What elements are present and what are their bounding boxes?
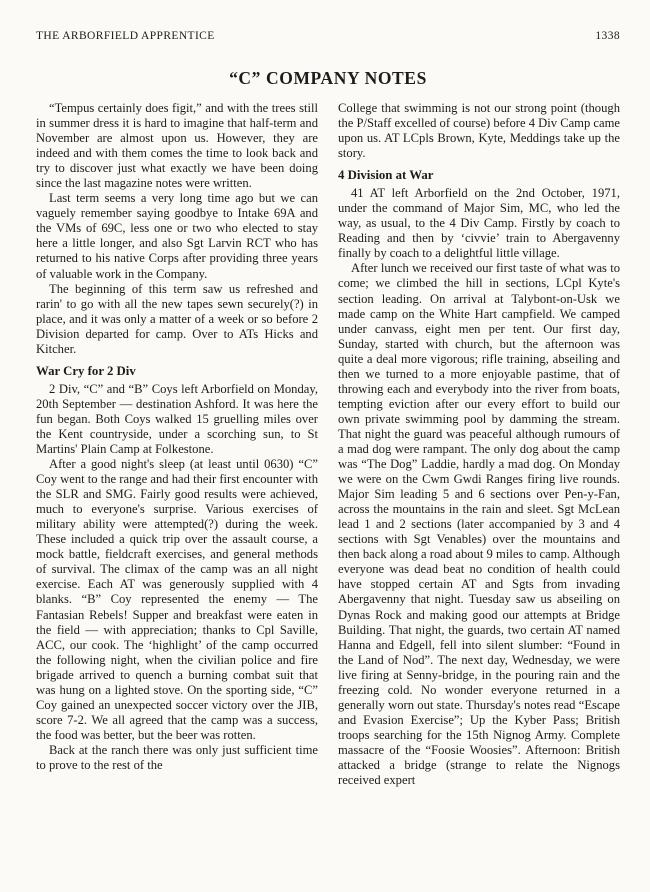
section-heading: 4 Division at War: [338, 168, 434, 183]
paragraph: 41 AT left Arborfield on the 2nd October, 1971, under the command of Major Sim, MC, who led the way, as usual, to the 4 Div Camp. Firstly by coach to Reading and then by ‘civvie’ train to Abergavenny finally by coach to a delightful little village.: [338, 186, 620, 261]
paragraph: College that swimming is not our strong point (though the P/Staff excelled of course) before 4 Div Camp came upon us. AT LCpls Brown, Kyte, Meddings take up the story.: [338, 101, 620, 161]
journal-title: THE ARBORFIELD APPRENTICE: [36, 30, 215, 42]
paragraph: 2 Div, “C” and “B” Coys left Arborfield on Monday, 20th September — destination Ashford. It was here the fun began. Both Coys walked 15 gruelling miles over the Kent countryside, under a scorching sun, to St Martins' Plain Camp at Folkestone.: [36, 381, 318, 456]
paragraph: The beginning of this term saw us refreshed and rarin' to go with all the new tapes sewn securely(?) in place, and it was only a matter of a week or so before 2 Division departed for camp. Over to ATs Hicks and Kitcher.: [36, 281, 318, 356]
right-column: [338, 101, 620, 788]
section-heading: War Cry for 2 Div: [36, 363, 136, 378]
article-body: [36, 101, 620, 788]
paragraph: Back at the ranch there was only just sufficient time to prove to the rest of the: [36, 742, 318, 772]
paragraph: Last term seems a very long time ago but we can vaguely remember saying goodbye to Intake 69A and the VMs of 69C, less one or two who elected to stay here a little longer, and also Sgt Larvin RCT who has returned to his native Corps after providing three years of valuable work in the Company.: [36, 191, 318, 281]
paragraph: After lunch we received our first taste of what was to come; we climbed the hill in sections, LCpl Kyte's section leading. On arrival at Talybont-on-Usk we made camp on the White Hart campfield. We camped under canvass, eight men per tent. Our first day, Sunday, started with church, but the afternoon was quite a deal more vigorous; rifle training, abseiling and then we turned to a more enjoyable pastime, that of throwing each and everybody into the river from boats, tempting eviction after our every effort to build our own private swimming pool by damming the stream. That night the guard was peaceful although rumours of a mad dog were rampant. The only dog about the camp was “The Dog” Laddie, hardly a mad dog. On Monday we were on the Cwm Gwdi Ranges firing live rounds. Major Sim leading 5 and 6 sections over Pen-y-Fan, across the mountains in the rain and sleet. Sgt McLean lead 1 and 2 sections (later accompanied by 3 and 4 sections with Sgt Venables) over the mountains and then back along a road about 9 miles to camp. Although everyone was dead beat no condition of health could have stopped certain AT and Sgts from invading Abergavenny that night. Tuesday saw us abseiling on Dynas Rock and making good our attempts at Bridge Building. That night, the guards, two certain AT named Hanna and Edgell, fell into silent slumber: “Found in the Land of Nod”. The next day, Wednesday, we were live firing at Senny-bridge, in the pouring rain and the freezing cold. No wonder everyone returned in a generally worn out state. Thursday's notes read “Escape and Evasion Exercise”; Up the Kyber Pass; British troops searching for the 15th Nignog Army. Complete massacre of the “Foosie Woosies”. Afternoon: British attacked a bridge (strange to relate the Nignogs received expert: [338, 261, 620, 788]
paragraph: “Tempus certainly does figit,” and with the trees still in summer dress it is hard to imagine that half-term and November are almost upon us. However, they are indeed and with them comes the time to look back and try to discover just what exactly we have been doing since the last magazine notes were written.: [36, 101, 318, 191]
page-number: 1338: [595, 30, 620, 42]
running-head: [36, 30, 620, 42]
article-title: “C” COMPANY NOTES: [229, 68, 427, 88]
paragraph: After a good night's sleep (at least until 0630) “C” Coy went to the range and had their first encounter with the SLR and SMG. Fairly good results were achieved, much to everyone's surprise. Various exercises of military ability were attempted(?) during the week. These included a quick trip over the assault course, a mock battle, fieldcraft exercises, and general methods of survival. The climax of the camp was an all night exercise. Each AT was generously supplied with 4 blanks. “B” Coy represented the enemy — The Fantasian Rebels! Supper and breakfast were eaten in the field — with appreciation; thanks to Cpl Saville, ACC, our cook. The ‘highlight’ of the camp occurred the following night, when the civilian police and fire brigade arrived to quench a burning combat suit that was hung on a lighted stove. On the sporting side, “C” Coy gained an unexpected soccer victory over the JIB, score 7-2. We all agreed that the camp was a success, the food was better, but the beer was rotten.: [36, 457, 318, 742]
left-column: [36, 101, 318, 788]
